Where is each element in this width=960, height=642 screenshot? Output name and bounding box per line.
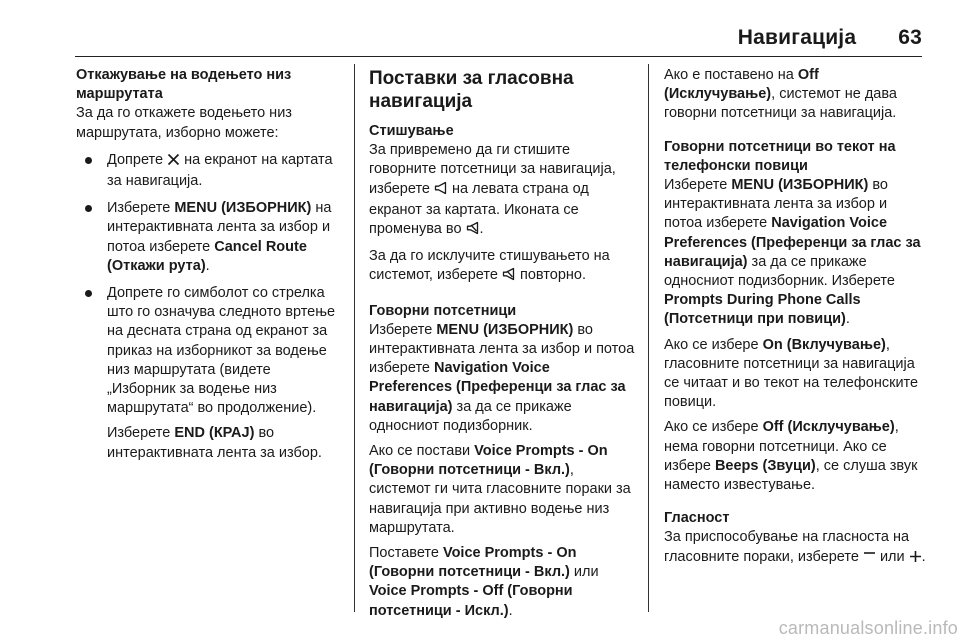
mute-text-1: За привремено да ги стишите говорните потсетници за навигација, изберете на левата страна од екранот за картата. Иконата се променува во . — [369, 141, 635, 241]
header-rule — [75, 56, 922, 57]
column-3 — [664, 66, 926, 575]
speaker-icon — [434, 181, 448, 201]
voice-prompts-heading: Говорни потсетници — [369, 302, 517, 319]
cancel-options-list — [76, 151, 342, 419]
speaker-muted-icon — [502, 267, 516, 287]
mute-text-2: За да го исклучите стишувањето на системот, изберете повторно. — [369, 247, 635, 287]
phone-call-prompts-text-3: Ако се избере Off (Исклучување), нема говорни потсетници. Ако се избере Beeps (Звуци), се слуша звук наместо известување. — [664, 419, 918, 494]
running-header — [0, 26, 922, 50]
cancel-guidance-intro: За да го откажете водењето низ маршрутата, изборно можете: — [76, 105, 292, 141]
column-1 — [76, 66, 342, 469]
end-guidance-text: Изберете END (КРАЈ) во интерактивната лента за избор. — [107, 425, 322, 461]
voice-prompts-text-1: Изберете MENU (ИЗБОРНИК) во интерактивната лента за избор и потоа изберете Navigation Voice Preferences (Преференци за глас за навигација) за да се прикаже односниот подизборник. — [369, 321, 635, 434]
voice-prompts-off-text: Ако е поставено на Off (Исклучување), системот не дава говорни потсетници за навигација. — [664, 67, 897, 122]
column-divider-1 — [354, 64, 355, 612]
minus-icon — [863, 550, 876, 569]
phone-call-prompts-text-2: Ако се избере On (Вклучување), гласовните потсетници за навигација се читаат и во текот на телефонските повици. — [664, 336, 919, 411]
column-divider-2 — [648, 64, 649, 612]
page-number: 63 — [898, 26, 922, 49]
voice-prompts-text-3: Поставете Voice Prompts - On (Говорни потсетници - Вкл.) или Voice Prompts - Off (Говорни потсетници - Искл.). — [369, 545, 599, 619]
volume-heading: Гласност — [664, 510, 730, 527]
phone-call-prompts-text-1: Изберете MENU (ИЗБОРНИК) во интерактивната лента за избор и потоа изберете Navigation Voice Preferences (Преференци за глас за навигација) за да се прикаже односниот подизборник. Изберете Prompts During Phone Calls (Потсетници при повици). — [664, 177, 921, 328]
plus-icon — [909, 550, 922, 569]
volume-text: За приспособување на гласноста на гласовните пораки, изберете или . — [664, 528, 926, 568]
list-item: Допрете го симболот со стрелка што го означува следното вртење на десната страна од екранот за приказ на изборникот за водење низ маршрутата (видете „Изборник за водење низ маршрутата“ во продолжение). — [76, 284, 342, 418]
list-item: Допрете на екранот на картата за навигација. — [76, 151, 342, 191]
chapter-title: Навигација — [737, 26, 857, 49]
mute-heading: Стишување — [369, 123, 454, 139]
close-x-icon — [167, 153, 180, 172]
watermark: carmanualsonline.info — [778, 618, 958, 638]
cancel-guidance-heading: Откажување на водењето низ маршрутата — [76, 67, 292, 103]
phone-call-prompts-heading: Говорни потсетници во текот на телефонски повици — [664, 138, 896, 174]
voice-navigation-settings-title: Поставки за гласовна навигација — [369, 68, 574, 112]
voice-prompts-text-2: Ако се постави Voice Prompts - On (Говорни потсетници - Вкл.), системот ги чита гласовните пораки за навигација при активно водење низ маршрутата. — [369, 443, 631, 536]
column-2 — [369, 66, 635, 627]
list-item: Изберете MENU (ИЗБОРНИК) на интерактивната лента за избор и потоа изберете Cancel Route (Откажи рута). — [76, 199, 342, 276]
speaker-muted-icon — [466, 221, 480, 241]
